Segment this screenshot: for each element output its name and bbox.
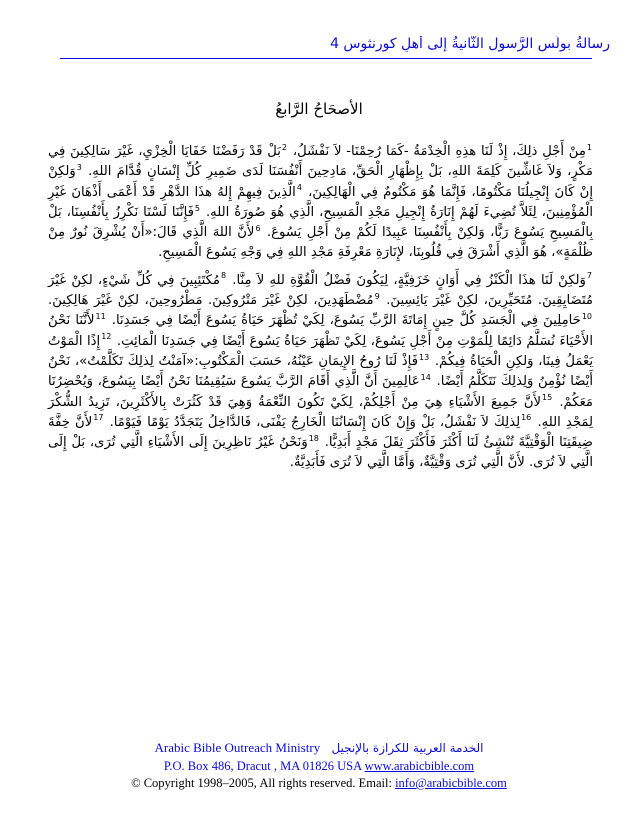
ministry-name-english: Arabic Bible Outreach Ministry bbox=[154, 740, 321, 755]
verse-number: 5 bbox=[194, 203, 200, 213]
verse-number: 4 bbox=[296, 183, 302, 193]
verse-text: وَلكِنْ إِنْ كَانَ إِنْجِيلُنَا مَكْتُومًا، فَإِنَّمَا هُوَ مَكْتُومٌ فِي الْهَالِكِينَ، bbox=[48, 164, 593, 200]
verse-text: مُضْطَهَدِينَ، لكِنْ غَيْرَ مَتْرُوكِينَ. مَطْرُوحِينَ، لكِنْ غَيْرَ هَالِكِينَ. bbox=[48, 293, 374, 309]
verse-number: 8 bbox=[220, 271, 227, 281]
verse-number: 2 bbox=[281, 142, 288, 152]
verse-text: لأَنَّ اللهَ الَّذِي قَالَ:«أَنْ يُشْرِقَ نُورٌ مِنْ ظُلْمَةٍ»، هُوَ الَّذِي أَشْرَقَ فِي قُلُوبِنَا، لإِنَارَةِ مَعْرِفَةِ مَجْدِ اللهِ فِي وَجْهِ يَسُوعَ الْمَسِيحِ. bbox=[48, 225, 593, 261]
footer-copyright-line bbox=[0, 776, 638, 791]
verse-text: مِنْ أَجْلِ ذلِكَ، إِذْ لَنَا هذِهِ الْخِدْمَةُ -كَمَا رُحِمْنَا- لاَ نَفْشَلُ، bbox=[292, 144, 586, 159]
verse-number: 13 bbox=[419, 352, 430, 362]
chapter-title: الأصحَاحُ الرَّابعُ bbox=[275, 100, 363, 118]
verse-text: لأَنَّ جَمِيعَ الأَشْيَاءِ هِيَ مِنْ أَجْلِكُمْ، لِكَيْ تَكُونَ النِّعْمَةُ وَهِيَ قَدْ كَثُرَتْ بِالأَكْثَرِينَ، تَزِيدُ الشُّكْرَ لِمَجْدِ اللهِ. bbox=[48, 394, 593, 430]
verse-number: 11 bbox=[95, 311, 106, 321]
verse-number: 17 bbox=[93, 413, 104, 423]
verse-text: الَّذِينَ فِيهِمْ إِلهُ هذَا الدَّهْرِ قَدْ أَعْمَى أَذْهَانَ غَيْرِ الْمُؤْمِنِينَ، لِئَلاَّ تُضِيءَ لَهُمْ إِنَارَةُ إِنْجِيلِ مَجْدِ الْمَسِيحِ، الَّذِي هُوَ صُورَةُ اللهِ. bbox=[48, 184, 594, 220]
website-link[interactable]: www.arabicbible.com bbox=[364, 759, 475, 773]
verse-text: فَإِنَّنَا لَسْنَا نَكْرِزُ بِأَنْفُسِنَا، بَلْ بِالْمَسِيحِ يَسُوعَ رَبًّا، وَلكِنْ بِأَنْفُسِنَا عَبِيدًا لَكُمْ مِنْ أَجْلِ يَسُوعَ. bbox=[48, 204, 594, 241]
verse-number: 6 bbox=[255, 223, 261, 233]
email-link[interactable]: info@arabicbible.com bbox=[395, 776, 507, 790]
verse-text: وَنَحْنُ غَيْرُ نَاظِرِينَ إِلَى الأَشْيَاءِ الَّتِي تُرَى، بَلْ إِلَى الَّتِي لاَ تُرَى. لأَنَّ الَّتِي تُرَى وَقْتِيَّةٌ، وَأَمَّا الَّتِي لاَ تُرَى فَأَبَدِيَّةٌ. bbox=[48, 435, 593, 471]
paragraph-2 bbox=[48, 271, 593, 474]
verse-text: لأَنَّنَا نَحْنُ الأَحْيَاءَ نُسَلَّمُ دَائِمًا لِلْمَوْتِ مِنْ أَجْلِ يَسُوعَ، لِكَيْ تَظْهَرَ حَيَاةُ يَسُوعَ أَيْضًا فِي جَسَدِنَا الْمَائِتِ. bbox=[48, 313, 593, 349]
verse-text: بَلْ قَدْ رَفَضْنَا خَفَايَا الْخِزْيِ، غَيْرَ سَالِكِينَ فِي مَكْرٍ، وَلاَ غَاشِّينَ كَلِمَةَ اللهِ، بَلْ بِإِظْهَارِ الْحَقِّ، مَادِحِينَ أَنْفُسَنَا لَدَى ضَمِيرِ كُلِّ إِنْسَانٍ قُدَّامَ اللهِ. bbox=[48, 144, 593, 180]
page-header-title: رسالةُ بولُس الرَّسول الثَّانيةُ إلى أهلِ كورنثوس 4 bbox=[330, 36, 610, 52]
verse-text: لأَنَّ خِفَّةَ ضِيقَتِنَا الْوَقْتِيَّةَ تُنْشِئُ لَنَا أَكْثَرَ فَأَكْثَرَ ثِقَلَ مَجْدٍ أَبَدِيًّا. bbox=[48, 414, 593, 451]
verse-number: 16 bbox=[521, 413, 532, 423]
verse-number: 3 bbox=[76, 162, 82, 172]
verse-text: إِذًا الْمَوْتُ يَعْمَلُ فِينَا، وَلكِنِ الْحَيَاةُ فِيكُمْ. bbox=[48, 333, 593, 369]
scripture-body bbox=[48, 142, 593, 474]
verse-text: وَلكِنْ لَنَا هذَا الْكَنْزُ فِي أَوَانٍ خَزَفِيَّةٍ، لِيَكُونَ فَضْلُ الْقُوَّةِ للهِ لاَ مِنَّا. bbox=[232, 272, 586, 288]
page-footer bbox=[0, 740, 638, 791]
verse-text: فَإِذْ لَنَا رُوحُ الإِيمَانِ عَيْنُهُ، حَسَبَ الْمَكْتُوبِ:«آمَنْتُ لِذلِكَ تَكَلَّمْتُ»، نَحْنُ أَيْضًا نُؤْمِنُ وَلِذلِكَ نَتَكَلَّمُ أَيْضًا. bbox=[48, 353, 594, 390]
copyright-text: © Copyright 1998–2005, All rights reserved. Email: bbox=[131, 776, 392, 790]
header-divider bbox=[60, 58, 592, 59]
verse-number: 14 bbox=[420, 372, 431, 382]
ministry-name-arabic: الخدمة العربية للكرازة بالإنجيل bbox=[331, 741, 484, 755]
verse-number: 18 bbox=[308, 433, 319, 443]
verse-number: 7 bbox=[586, 271, 592, 281]
paragraph-1 bbox=[48, 142, 593, 264]
verse-text: عَالِمِينَ أَنَّ الَّذِي أَقَامَ الرَّبَّ يَسُوعَ سَيُقِيمُنَا نَحْنُ أَيْضًا بِيَسُوعَ، وَيُحْضِرُنَا مَعَكُمْ. bbox=[48, 374, 593, 410]
footer-address-line bbox=[0, 759, 638, 774]
verse-number: 10 bbox=[581, 311, 592, 321]
verse-text: لِذلِكَ لاَ نَفْشَلُ، بَلْ وَإِنْ كَانَ إِنْسَانُنَا الْخَارِجُ يَفْنَى، فَالدَّاخِلُ يَتَجَدَّدُ يَوْمًا فَيَوْمًا. bbox=[109, 414, 521, 430]
footer-ministry-line bbox=[0, 740, 638, 756]
verse-number: 15 bbox=[542, 393, 553, 403]
postal-address: P.O. Box 486, Dracut , MA 01826 USA bbox=[163, 759, 362, 773]
verse-number: 12 bbox=[101, 332, 112, 342]
verse-number: 1 bbox=[586, 142, 592, 152]
verse-number: 9 bbox=[374, 291, 380, 301]
verse-text: حَامِلِينَ فِي الْجَسَدِ كُلَّ حِينٍ إِمَاتَةَ الرَّبِّ يَسُوعَ، لِكَيْ تُظْهَرَ حَيَاةُ يَسُوعَ أَيْضًا فِي جَسَدِنَا. bbox=[111, 313, 581, 329]
verse-text: مُكْتَئِبِينَ فِي كُلِّ شَيْءٍ، لكِنْ غَيْرَ مُتَضَايِقِينَ. مُتَحَيِّرِينَ، لكِنْ غَيْرَ يَائِسِينَ. bbox=[48, 272, 593, 309]
